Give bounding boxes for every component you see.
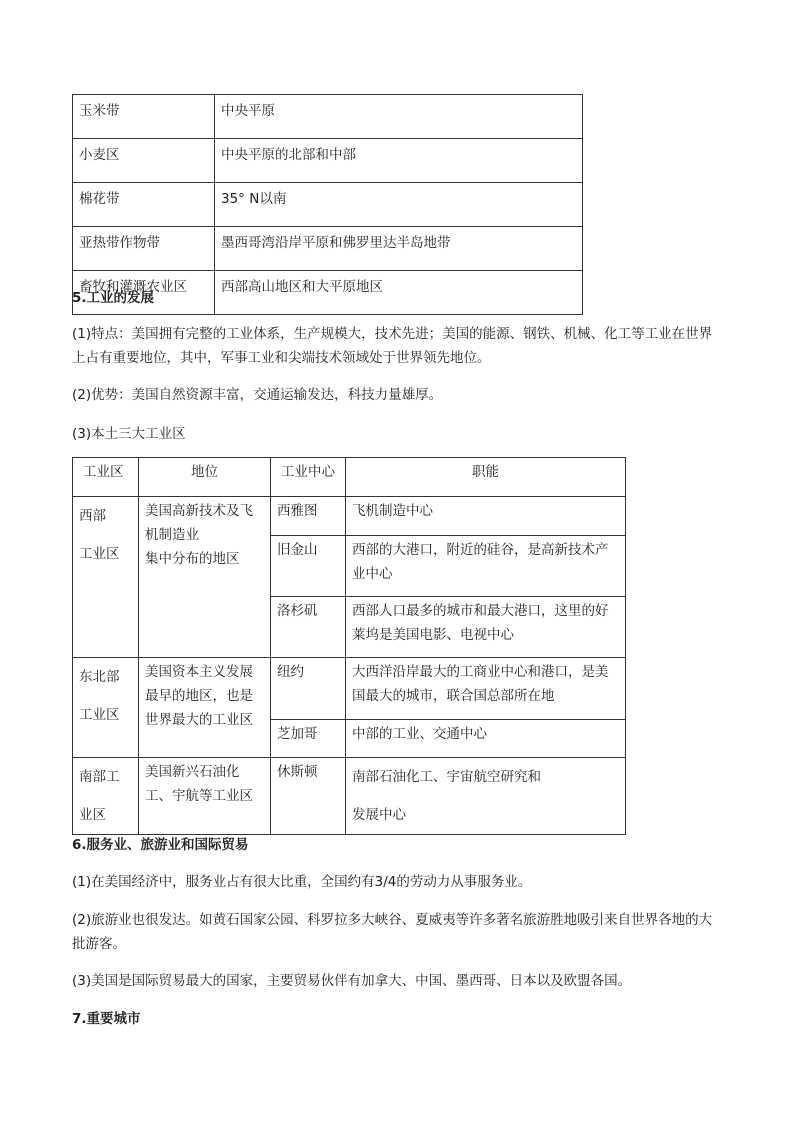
table-row xyxy=(73,758,626,835)
table-row xyxy=(73,658,626,720)
section-7-title: 7.重要城市 xyxy=(72,1011,141,1027)
table-cell: 畜牧和灌溉农业区 xyxy=(73,271,215,315)
table-row xyxy=(73,183,583,227)
position-cell xyxy=(139,497,271,658)
agriculture-table xyxy=(72,94,583,315)
region-name: 工业区 xyxy=(79,707,120,723)
table-row xyxy=(73,227,583,271)
column-header: 职能 xyxy=(346,458,626,497)
position-text: 集中分布的地区 xyxy=(145,551,240,567)
region-name: 东北部 xyxy=(79,669,120,685)
region-cell xyxy=(73,758,139,835)
column-header: 地位 xyxy=(139,458,271,497)
region-cell xyxy=(73,497,139,658)
function-cell: 中部的工业、交通中心 xyxy=(346,720,626,758)
table-cell: 棉花带 xyxy=(73,183,215,227)
city-cell: 西雅图 xyxy=(271,497,346,536)
table-cell: 墨西哥湾沿岸平原和佛罗里达半岛地带 xyxy=(215,227,583,271)
section-6-paragraph-1: (1)在美国经济中，服务业占有很大比重，全国约有3/4的劳动力从事服务业。 xyxy=(72,874,532,890)
function-cell: 西部人口最多的城市和最大港口，这里的好莱坞是美国电影、电视中心 xyxy=(346,597,626,658)
table-row xyxy=(73,497,626,536)
table-cell: 西部高山地区和大平原地区 xyxy=(215,271,583,315)
position-text: 美国高新技术及飞 xyxy=(145,503,253,519)
function-cell: 大西洋沿岸最大的工商业中心和港口，是美国最大的城市，联合国总部所在地 xyxy=(346,658,626,720)
region-name: 业区 xyxy=(79,807,106,823)
city-cell: 纽约 xyxy=(271,658,346,720)
section-6-title: 6.服务业、旅游业和国际贸易 xyxy=(72,837,249,853)
region-name: 南部工 xyxy=(79,769,120,785)
industrial-zones-table xyxy=(72,457,626,835)
table-cell: 亚热带作物带 xyxy=(73,227,215,271)
region-name: 工业区 xyxy=(79,546,120,562)
function-cell: 飞机制造中心 xyxy=(346,497,626,536)
city-cell: 芝加哥 xyxy=(271,720,346,758)
position-text: 机制造业 xyxy=(145,527,199,543)
function-cell: 西部的大港口，附近的硅谷，是高新技术产业中心 xyxy=(346,536,626,597)
function-text: 南部石油化工、宇宙航空研究和 xyxy=(352,769,541,785)
table-header-row xyxy=(73,458,626,497)
table-cell: 中央平原的北部和中部 xyxy=(215,139,583,183)
city-cell: 旧金山 xyxy=(271,536,346,597)
section-5-paragraph-1: (1)特点：美国拥有完整的工业体系，生产规模大，技术先进；美国的能源、钢铁、机械、化工等工业在世界上占有重要地位，其中，军事工业和尖端技术领域处于世界领先地位。 xyxy=(72,326,713,366)
function-text: 发展中心 xyxy=(352,807,406,823)
column-header: 工业区 xyxy=(73,458,139,497)
section-5-paragraph-2: (2)优势：美国自然资源丰富，交通运输发达，科技力量雄厚。 xyxy=(72,387,443,403)
position-cell: 美国资本主义发展最早的地区，也是世界最大的工业区 xyxy=(139,658,271,758)
region-cell xyxy=(73,658,139,758)
city-cell: 洛杉矶 xyxy=(271,597,346,658)
region-name: 西部 xyxy=(79,508,106,524)
table-cell: 35° N以南 xyxy=(215,183,583,227)
table-row xyxy=(73,95,583,139)
table-cell: 小麦区 xyxy=(73,139,215,183)
column-header: 工业中心 xyxy=(271,458,346,497)
table-cell: 中央平原 xyxy=(215,95,583,139)
table-cell: 玉米带 xyxy=(73,95,215,139)
position-cell: 美国新兴石油化工、宇航等工业区 xyxy=(139,758,271,835)
section-6-paragraph-2: (2)旅游业也很发达。如黄石国家公园、科罗拉多大峡谷、夏威夷等许多著名旅游胜地吸引来自世界各地的大批游客。 xyxy=(72,912,713,952)
section-5-title: 5.工业的发展 xyxy=(72,290,155,306)
city-cell: 休斯顿 xyxy=(271,758,346,835)
section-5-paragraph-3: (3)本土三大工业区 xyxy=(72,426,186,442)
section-6-paragraph-3: (3)美国是国际贸易最大的国家，主要贸易伙伴有加拿大、中国、墨西哥、日本以及欧盟各国。 xyxy=(72,973,632,989)
function-cell xyxy=(346,758,626,835)
table-row xyxy=(73,139,583,183)
